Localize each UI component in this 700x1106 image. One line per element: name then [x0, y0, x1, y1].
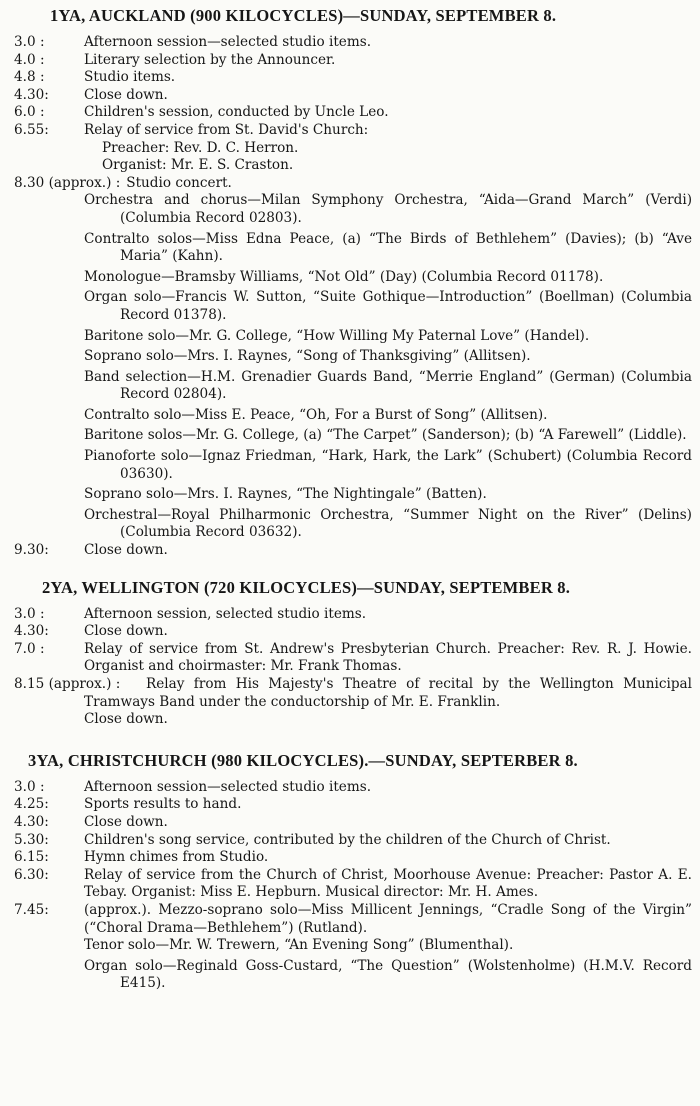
program-entry	[14, 175, 692, 193]
program-entry	[14, 69, 692, 87]
entry-time: 7.45:	[14, 901, 49, 918]
entry-text: Relay from His Majesty's Theatre of recital by the Wellington Municipal Tramways Band under the conductorship of Mr. E. Franklin.	[84, 676, 692, 710]
entry-time: 8.15 (approx.) :	[14, 676, 121, 692]
program-entry	[14, 779, 692, 797]
section-heading: 3YA, CHRISTCHURCH (980 KILOCYCLES).—SUNDAY, SEPTERBER 8.	[28, 750, 578, 770]
program-entry	[14, 104, 692, 122]
concert-item: Orchestra and chorus—Milan Symphony Orchestra, “Aida—Grand March” (Verdi) (Columbia Record 02803).	[84, 192, 692, 226]
concert-item: Contralto solos—Miss Edna Peace, (a) “The Birds of Bethlehem” (Davies); (b) “Ave Maria” (Kahn).	[84, 230, 692, 265]
concert-item: Soprano solo—Mrs. I. Raynes, “The Nightingale” (Batten).	[84, 486, 487, 503]
program-entry	[14, 849, 692, 867]
concert-item: Tenor solo—Mr. W. Trewern, “An Evening Song” (Blumenthal).	[84, 937, 514, 954]
entry-time: 4.30:	[14, 813, 49, 830]
entry-time: 6.55:	[14, 121, 49, 138]
program-entry	[14, 122, 692, 140]
entry-text: Sports results to hand.	[84, 796, 242, 813]
entry-text: Relay of service from St. Andrew's Presbyterian Church. Preacher: Rev. R. J. Howie. Organist and choirmaster: Mr. Frank Thomas.	[84, 640, 692, 675]
entry-text: Afternoon session—selected studio items.	[84, 778, 372, 795]
entry-time: 6.30:	[14, 866, 49, 883]
program-entry	[14, 52, 692, 70]
entry-time: 4.30:	[14, 623, 49, 640]
program-entry	[14, 542, 692, 560]
entry-time: 3.0 :	[14, 778, 45, 795]
program-entry	[14, 641, 692, 676]
entry-time: 4.8 :	[14, 69, 45, 86]
program-entry	[14, 902, 692, 937]
entry-text: Relay of service from St. David's Church:	[84, 121, 369, 138]
concert-item: Soprano solo—Mrs. I. Raynes, “Song of Thanksgiving” (Allitsen).	[84, 348, 531, 365]
entry-text: Afternoon session, selected studio items.	[84, 605, 367, 622]
service-detail: Preacher: Rev. D. C. Herron.	[102, 139, 299, 156]
entry-time: 7.0 :	[14, 640, 45, 657]
program-entry	[14, 867, 692, 902]
entry-time: 4.0 :	[14, 51, 45, 68]
entry-time: 5.30:	[14, 831, 49, 848]
entry-time: 6.0 :	[14, 104, 45, 121]
program-entry	[14, 814, 692, 832]
entry-text: Studio items.	[84, 69, 176, 86]
program-entry	[14, 623, 692, 641]
concert-item: Contralto solo—Miss E. Peace, “Oh, For a Burst of Song” (Allitsen).	[84, 406, 548, 423]
entry-text: Children's song service, contributed by the children of the Church of Christ.	[84, 831, 611, 848]
concert-item: Baritone solo—Mr. G. College, “How Willing My Paternal Love” (Handel).	[84, 327, 590, 344]
concert-item: Orchestral—Royal Philharmonic Orchestra, “Summer Night on the River” (Delins) (Columbia Record 03632).	[84, 506, 692, 541]
concert-item: Monologue—Bramsby Williams, “Not Old” (Day) (Columbia Record 01178).	[84, 268, 604, 285]
entry-text: Hymn chimes from Studio.	[84, 849, 269, 866]
entry-time: 9.30:	[14, 542, 49, 559]
section-1ya-auckland	[14, 6, 692, 560]
entry-time: 3.0 :	[14, 34, 45, 50]
entry-text: (approx.). Mezzo-soprano solo—Miss Millicent Jennings, “Cradle Song of the Virgin” (“Choral Drama—Bethlehem”) (Rutland).	[84, 901, 692, 936]
entry-time: 4.30:	[14, 86, 49, 103]
concert-item: Band selection—H.M. Grenadier Guards Band, “Merrie England” (German) (Columbia Record 02804).	[84, 368, 692, 403]
entry-time: 6.15:	[14, 849, 49, 866]
concert-item: Baritone solos—Mr. G. College, (a) “The Carpet” (Sanderson); (b) “A Farewell” (Liddle).	[84, 427, 687, 444]
program-entry	[14, 676, 692, 711]
entry-text: Literary selection by the Announcer.	[84, 51, 336, 68]
entry-time: 4.25:	[14, 796, 49, 813]
concert-item: Pianoforte solo—Ignaz Friedman, “Hark, Hark, the Lark” (Schubert) (Columbia Record 03630).	[84, 448, 692, 482]
entry-text: Close down.	[84, 542, 168, 559]
entry-text: Children's session, conducted by Uncle Leo.	[84, 104, 389, 121]
program-entry	[14, 606, 692, 624]
entry-time: 8.30 (approx.) :	[14, 174, 121, 191]
program-entry	[14, 34, 692, 52]
concert-item: Organ solo—Reginald Goss-Custard, “The Question” (Wolstenholme) (H.M.V. Record E415).	[84, 957, 692, 992]
program-entry	[14, 87, 692, 105]
section-heading: 1YA, AUCKLAND (900 KILOCYCLES)—SUNDAY, SEPTEMBER 8.	[50, 6, 557, 25]
entry-text: Close down.	[84, 86, 168, 103]
entry-text: Afternoon session—selected studio items.	[84, 34, 372, 50]
section-2ya-wellington	[14, 578, 692, 729]
entry-text: Close down.	[84, 813, 168, 830]
service-detail: Organist: Mr. E. S. Craston.	[102, 157, 294, 174]
entry-text: Studio concert.	[126, 174, 232, 191]
program-entry	[14, 832, 692, 850]
program-entry	[14, 796, 692, 814]
entry-time: 3.0 :	[14, 605, 45, 622]
concert-item: Organ solo—Francis W. Sutton, “Suite Gothique—Introduction” (Boellman) (Columbia Record 01378).	[84, 289, 692, 323]
close-down: Close down.	[84, 711, 168, 728]
entry-text: Close down.	[84, 623, 168, 640]
section-3ya-christchurch	[14, 751, 692, 993]
entry-text: Relay of service from the Church of Christ, Moorhouse Avenue: Preacher: Pastor A. E. Tebay. Organist: Miss E. Hepburn. Musical director: Mr. H. Ames.	[84, 866, 692, 901]
section-heading: 2YA, WELLINGTON (720 KILOCYCLES)—SUNDAY, SEPTEMBER 8.	[42, 577, 571, 597]
